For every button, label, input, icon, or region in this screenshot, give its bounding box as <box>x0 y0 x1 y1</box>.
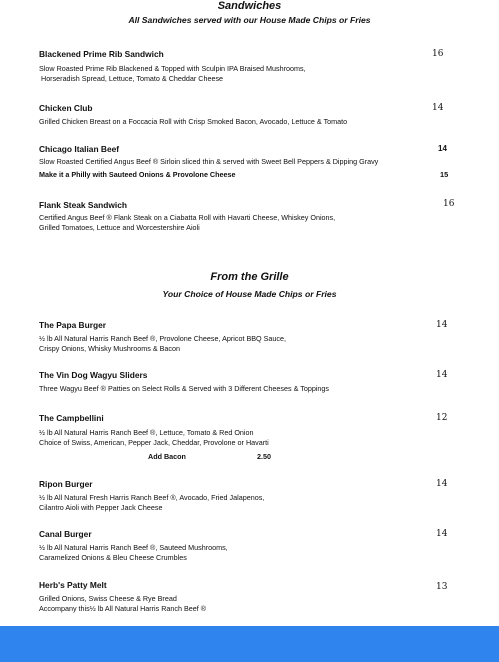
section-title-sandwiches: Sandwiches <box>217 0 282 12</box>
menu-item-price: 13 <box>436 582 448 592</box>
addon-label: Make it a Philly with Sauteed Onions & Provolone Cheese <box>39 170 236 179</box>
section-subtitle-sandwiches: All Sandwiches served with our House Made Chips or Fries <box>128 15 371 25</box>
menu-item-price: 16 <box>443 199 455 209</box>
menu-item-name: The Vin Dog Wagyu Sliders <box>39 370 148 380</box>
menu-item-name: Chicken Club <box>39 103 93 113</box>
menu-item-description: ½ lb All Natural Harris Ranch Beef ®, Sauteed Mushrooms, Caramelized Onions & Bleu Cheese Crumbles <box>39 543 228 563</box>
menu-item-price: 14 <box>432 103 444 113</box>
menu-item-description: ½ lb All Natural Harris Ranch Beef ®, Provolone Cheese, Apricot BBQ Sauce, Crispy Onions, Whisky Mushrooms & Bacon <box>39 334 286 354</box>
addon-label: Add Bacon <box>148 452 186 461</box>
menu-item-description: Three Wagyu Beef ® Patties on Select Rolls & Served with 3 Different Cheeses & Toppings <box>39 384 330 393</box>
menu-item-description: Grilled Onions, Swiss Cheese & Rye Bread Accompany this½ lb All Natural Harris Ranch Beef ® <box>39 594 207 614</box>
menu-item-price: 14 <box>436 370 448 380</box>
menu-item-name: Chicago Italian Beef <box>39 144 120 154</box>
addon-price: 15 <box>440 170 449 179</box>
menu-item-price: 14 <box>436 320 448 330</box>
menu-item-name: Canal Burger <box>39 529 92 539</box>
footer-bar <box>0 626 499 662</box>
menu-item-description: Slow Roasted Certified Angus Beef ® Sirloin sliced thin & served with Sweet Bell Peppers & Dipping Gravy <box>39 157 379 166</box>
menu-item-price: 14 <box>438 144 447 153</box>
menu-item-price: 14 <box>436 529 448 539</box>
menu-item-name: Herb's Patty Melt <box>39 580 107 590</box>
menu-item-price: 16 <box>432 49 444 59</box>
menu-item-name: Blackened Prime Rib Sandwich <box>39 49 164 59</box>
menu-item-price: 12 <box>436 413 448 423</box>
menu-item-description: ½ lb All Natural Fresh Harris Ranch Beef ®, Avocado, Fried Jalapenos, Cilantro Aioli with Pepper Jack Cheese <box>39 493 265 513</box>
menu-item-price: 14 <box>436 479 448 489</box>
menu-item-description: Grilled Chicken Breast on a Foccacia Roll with Crisp Smoked Bacon, Avocado, Lettuce & Tomato <box>39 117 348 126</box>
section-subtitle-grille: Your Choice of House Made Chips or Fries <box>162 289 337 299</box>
menu-item-name: The Campbellini <box>39 413 104 423</box>
menu-item-description: Certified Angus Beef ® Flank Steak on a Ciabatta Roll with Havarti Cheese, Whiskey Onions, Grilled Tomatoes, Lettuce and Worcestershire Aioli <box>39 213 336 233</box>
addon-price: 2.50 <box>257 452 271 461</box>
menu-item-description: ½ lb All Natural Harris Ranch Beef ®, Lettuce, Tomato & Red Onion Choice of Swiss, American, Pepper Jack, Cheddar, Provolone or Havarti <box>39 428 269 448</box>
menu-item-name: Flank Steak Sandwich <box>39 200 127 210</box>
menu-item-name: Ripon Burger <box>39 479 93 489</box>
menu-item-name: The Papa Burger <box>39 320 107 330</box>
section-title-grille: From the Grille <box>210 271 289 283</box>
menu-item-description: Slow Roasted Prime Rib Blackened & Topped with Sculpin IPA Braised Mushrooms, Horseradish Spread, Lettuce, Tomato & Cheddar Cheese <box>39 64 306 84</box>
